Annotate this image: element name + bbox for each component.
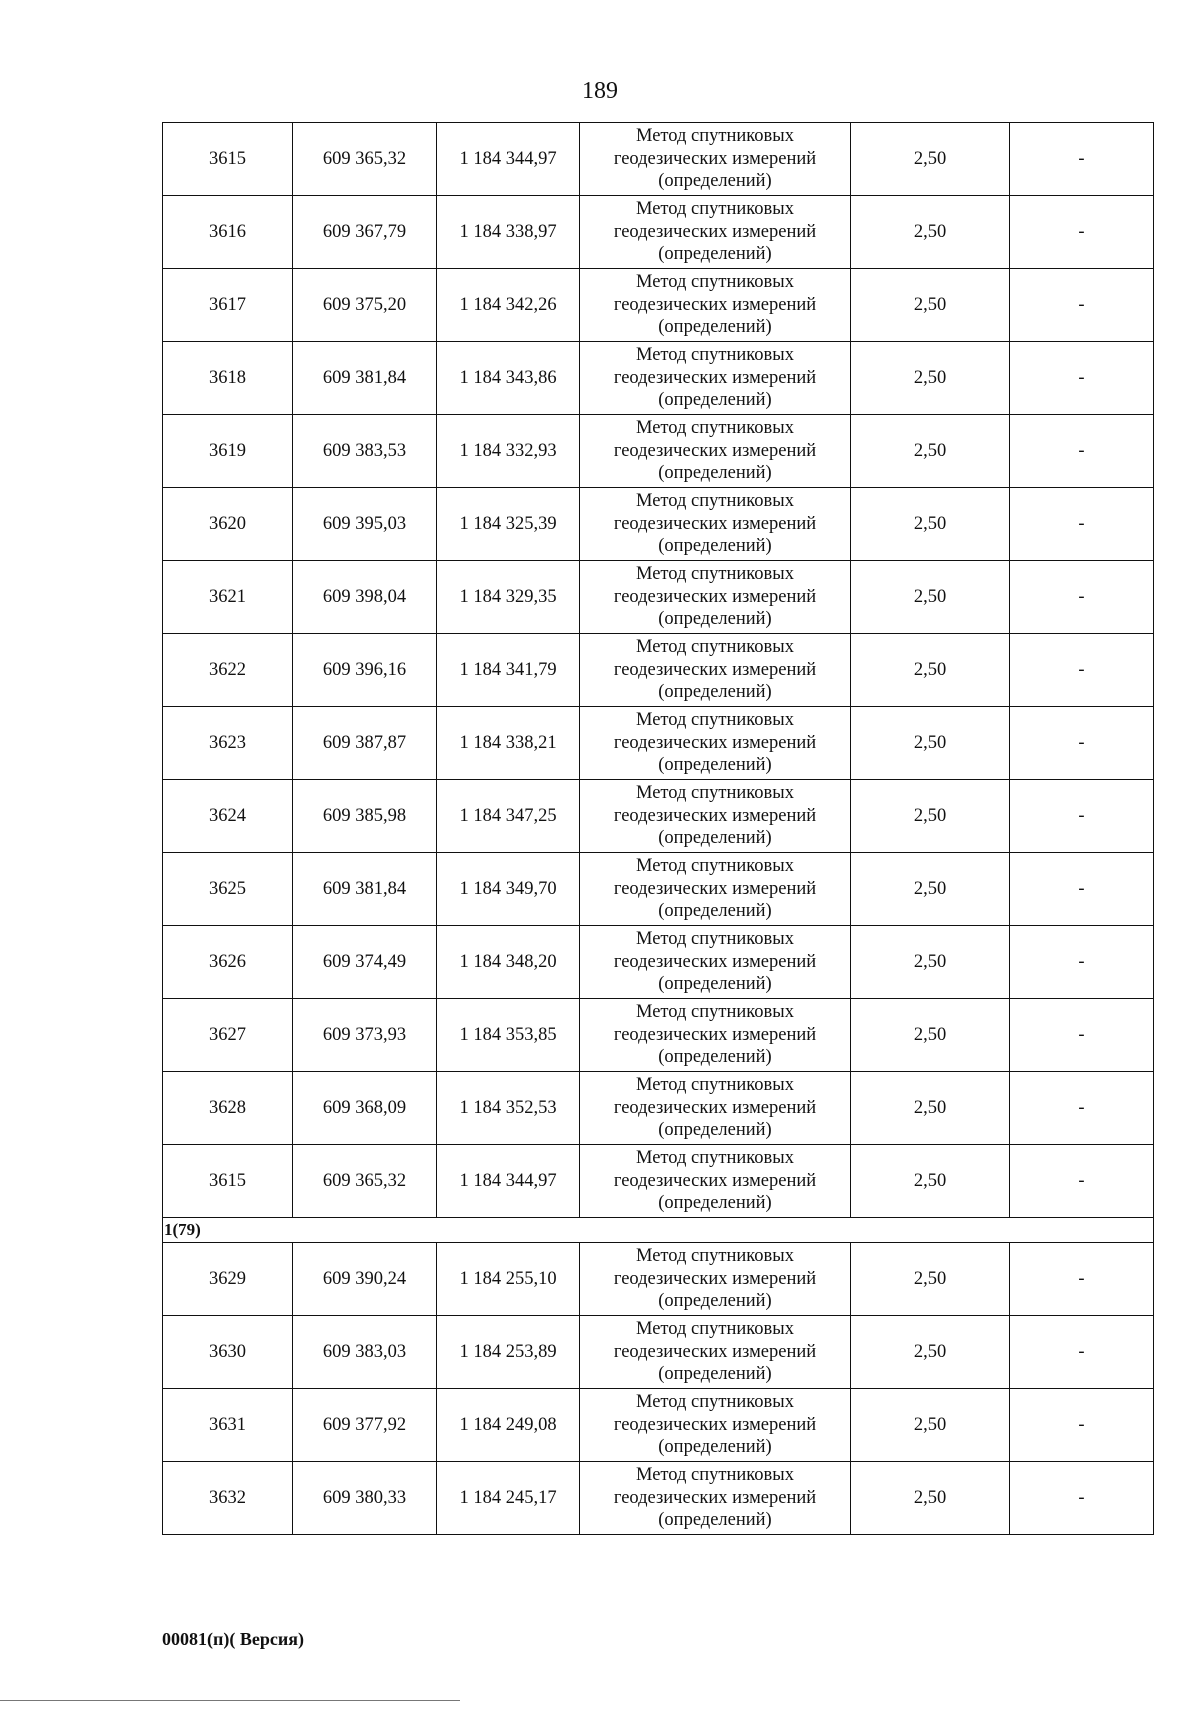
table-row <box>163 1389 1154 1462</box>
x-coordinate-cell: 609 390,24 <box>293 1243 437 1316</box>
method-line: (определений) <box>658 244 772 265</box>
method-cell <box>580 342 851 415</box>
method-line: геодезических измерений <box>613 1024 817 1045</box>
coordinates-table <box>162 122 1154 1535</box>
method-line: Метод спутниковых <box>636 345 794 366</box>
note-cell: - <box>1010 1145 1154 1218</box>
x-coordinate-cell: 609 396,16 <box>293 634 437 707</box>
accuracy-cell: 2,50 <box>851 123 1010 196</box>
point-number-cell: 3627 <box>163 999 293 1072</box>
method-line: (определений) <box>658 1437 772 1458</box>
note-cell: - <box>1010 1316 1154 1389</box>
y-coordinate-cell: 1 184 253,89 <box>437 1316 580 1389</box>
method-line: Метод спутниковых <box>636 1246 794 1267</box>
note-cell: - <box>1010 999 1154 1072</box>
page-number: 189 <box>582 78 618 104</box>
x-coordinate-cell: 609 383,53 <box>293 415 437 488</box>
method-line: (определений) <box>658 901 772 922</box>
point-number-cell: 3630 <box>163 1316 293 1389</box>
note-cell: - <box>1010 415 1154 488</box>
point-number-cell: 3621 <box>163 561 293 634</box>
method-line: Метод спутниковых <box>636 491 794 512</box>
point-number-cell: 3626 <box>163 926 293 999</box>
table-row <box>163 926 1154 999</box>
method-line: (определений) <box>658 1364 772 1385</box>
method-line: геодезических измерений <box>613 732 817 753</box>
method-line: (определений) <box>658 463 772 484</box>
coordinates-table-body <box>163 123 1154 1535</box>
method-line: Метод спутниковых <box>636 929 794 950</box>
note-cell: - <box>1010 853 1154 926</box>
section-row <box>163 1218 1154 1243</box>
x-coordinate-cell: 609 381,84 <box>293 853 437 926</box>
table-row <box>163 1145 1154 1218</box>
accuracy-cell: 2,50 <box>851 634 1010 707</box>
accuracy-cell: 2,50 <box>851 1072 1010 1145</box>
method-line: (определений) <box>658 390 772 411</box>
note-cell: - <box>1010 561 1154 634</box>
note-cell: - <box>1010 269 1154 342</box>
point-number-cell: 3619 <box>163 415 293 488</box>
method-line: (определений) <box>658 1510 772 1531</box>
method-line: Метод спутниковых <box>636 418 794 439</box>
method-line: геодезических измерений <box>613 1268 817 1289</box>
point-number-cell: 3618 <box>163 342 293 415</box>
y-coordinate-cell: 1 184 245,17 <box>437 1462 580 1535</box>
method-line: геодезических измерений <box>613 1414 817 1435</box>
method-line: (определений) <box>658 1047 772 1068</box>
x-coordinate-cell: 609 381,84 <box>293 342 437 415</box>
method-line: геодезических измерений <box>613 221 817 242</box>
method-line: Метод спутниковых <box>636 637 794 658</box>
x-coordinate-cell: 609 385,98 <box>293 780 437 853</box>
point-number-cell: 3625 <box>163 853 293 926</box>
x-coordinate-cell: 609 365,32 <box>293 123 437 196</box>
method-line: геодезических измерений <box>613 951 817 972</box>
method-line: геодезических измерений <box>613 1170 817 1191</box>
note-cell: - <box>1010 707 1154 780</box>
y-coordinate-cell: 1 184 348,20 <box>437 926 580 999</box>
y-coordinate-cell: 1 184 349,70 <box>437 853 580 926</box>
method-line: Метод спутниковых <box>636 1002 794 1023</box>
table-row <box>163 999 1154 1072</box>
method-line: геодезических измерений <box>613 1097 817 1118</box>
table-row <box>163 342 1154 415</box>
method-line: Метод спутниковых <box>636 199 794 220</box>
table-row <box>163 780 1154 853</box>
method-cell <box>580 123 851 196</box>
x-coordinate-cell: 609 398,04 <box>293 561 437 634</box>
x-coordinate-cell: 609 365,32 <box>293 1145 437 1218</box>
method-line: геодезических измерений <box>613 659 817 680</box>
method-line: (определений) <box>658 828 772 849</box>
y-coordinate-cell: 1 184 347,25 <box>437 780 580 853</box>
table-row <box>163 269 1154 342</box>
accuracy-cell: 2,50 <box>851 488 1010 561</box>
x-coordinate-cell: 609 373,93 <box>293 999 437 1072</box>
y-coordinate-cell: 1 184 344,97 <box>437 123 580 196</box>
point-number-cell: 3631 <box>163 1389 293 1462</box>
method-cell <box>580 926 851 999</box>
method-line: Метод спутниковых <box>636 564 794 585</box>
method-cell <box>580 488 851 561</box>
accuracy-cell: 2,50 <box>851 999 1010 1072</box>
y-coordinate-cell: 1 184 353,85 <box>437 999 580 1072</box>
bottom-rule <box>0 1700 460 1701</box>
note-cell: - <box>1010 196 1154 269</box>
accuracy-cell: 2,50 <box>851 926 1010 999</box>
note-cell: - <box>1010 1462 1154 1535</box>
method-line: Метод спутниковых <box>636 1075 794 1096</box>
y-coordinate-cell: 1 184 338,97 <box>437 196 580 269</box>
note-cell: - <box>1010 780 1154 853</box>
accuracy-cell: 2,50 <box>851 1145 1010 1218</box>
method-line: геодезических измерений <box>613 513 817 534</box>
method-line: (определений) <box>658 171 772 192</box>
method-line: геодезических измерений <box>613 878 817 899</box>
method-line: Метод спутниковых <box>636 783 794 804</box>
method-line: Метод спутниковых <box>636 272 794 293</box>
method-line: геодезических измерений <box>613 148 817 169</box>
point-number-cell: 3620 <box>163 488 293 561</box>
x-coordinate-cell: 609 368,09 <box>293 1072 437 1145</box>
method-cell <box>580 1462 851 1535</box>
method-line: геодезических измерений <box>613 805 817 826</box>
y-coordinate-cell: 1 184 344,97 <box>437 1145 580 1218</box>
y-coordinate-cell: 1 184 332,93 <box>437 415 580 488</box>
y-coordinate-cell: 1 184 352,53 <box>437 1072 580 1145</box>
method-line: (определений) <box>658 536 772 557</box>
note-cell: - <box>1010 634 1154 707</box>
point-number-cell: 3629 <box>163 1243 293 1316</box>
note-cell: - <box>1010 123 1154 196</box>
accuracy-cell: 2,50 <box>851 561 1010 634</box>
method-line: (определений) <box>658 974 772 995</box>
footer-code: 00081(п)( Версия) <box>162 1629 304 1649</box>
method-cell <box>580 780 851 853</box>
method-cell <box>580 1072 851 1145</box>
accuracy-cell: 2,50 <box>851 1389 1010 1462</box>
x-coordinate-cell: 609 387,87 <box>293 707 437 780</box>
method-cell <box>580 1145 851 1218</box>
y-coordinate-cell: 1 184 249,08 <box>437 1389 580 1462</box>
method-line: (определений) <box>658 755 772 776</box>
point-number-cell: 3615 <box>163 123 293 196</box>
accuracy-cell: 2,50 <box>851 269 1010 342</box>
point-number-cell: 3616 <box>163 196 293 269</box>
method-cell <box>580 1316 851 1389</box>
method-line: Метод спутниковых <box>636 856 794 877</box>
method-cell <box>580 634 851 707</box>
y-coordinate-cell: 1 184 329,35 <box>437 561 580 634</box>
method-line: геодезических измерений <box>613 367 817 388</box>
method-cell <box>580 415 851 488</box>
x-coordinate-cell: 609 395,03 <box>293 488 437 561</box>
method-line: (определений) <box>658 317 772 338</box>
y-coordinate-cell: 1 184 343,86 <box>437 342 580 415</box>
method-cell <box>580 1389 851 1462</box>
table-row <box>163 634 1154 707</box>
accuracy-cell: 2,50 <box>851 342 1010 415</box>
accuracy-cell: 2,50 <box>851 853 1010 926</box>
method-cell <box>580 1243 851 1316</box>
method-line: геодезических измерений <box>613 440 817 461</box>
method-line: (определений) <box>658 1291 772 1312</box>
method-cell <box>580 999 851 1072</box>
point-number-cell: 3628 <box>163 1072 293 1145</box>
method-line: (определений) <box>658 609 772 630</box>
x-coordinate-cell: 609 375,20 <box>293 269 437 342</box>
table-row <box>163 196 1154 269</box>
method-cell <box>580 196 851 269</box>
method-line: (определений) <box>658 1120 772 1141</box>
x-coordinate-cell: 609 377,92 <box>293 1389 437 1462</box>
table-row <box>163 1072 1154 1145</box>
table-row <box>163 415 1154 488</box>
method-line: Метод спутниковых <box>636 710 794 731</box>
point-number-cell: 3632 <box>163 1462 293 1535</box>
note-cell: - <box>1010 1243 1154 1316</box>
accuracy-cell: 2,50 <box>851 780 1010 853</box>
x-coordinate-cell: 609 383,03 <box>293 1316 437 1389</box>
accuracy-cell: 2,50 <box>851 196 1010 269</box>
accuracy-cell: 2,50 <box>851 1243 1010 1316</box>
y-coordinate-cell: 1 184 338,21 <box>437 707 580 780</box>
table-row <box>163 123 1154 196</box>
note-cell: - <box>1010 1072 1154 1145</box>
method-line: Метод спутниковых <box>636 1148 794 1169</box>
accuracy-cell: 2,50 <box>851 707 1010 780</box>
method-line: Метод спутниковых <box>636 1319 794 1340</box>
method-line: (определений) <box>658 682 772 703</box>
method-line: геодезических измерений <box>613 1341 817 1362</box>
table-row <box>163 488 1154 561</box>
accuracy-cell: 2,50 <box>851 415 1010 488</box>
point-number-cell: 3624 <box>163 780 293 853</box>
y-coordinate-cell: 1 184 325,39 <box>437 488 580 561</box>
method-line: геодезических измерений <box>613 1487 817 1508</box>
method-cell <box>580 269 851 342</box>
y-coordinate-cell: 1 184 341,79 <box>437 634 580 707</box>
note-cell: - <box>1010 342 1154 415</box>
table-row <box>163 1462 1154 1535</box>
method-line: Метод спутниковых <box>636 126 794 147</box>
x-coordinate-cell: 609 380,33 <box>293 1462 437 1535</box>
x-coordinate-cell: 609 374,49 <box>293 926 437 999</box>
method-cell <box>580 853 851 926</box>
point-number-cell: 3623 <box>163 707 293 780</box>
table-row <box>163 707 1154 780</box>
table-row <box>163 1316 1154 1389</box>
accuracy-cell: 2,50 <box>851 1316 1010 1389</box>
method-line: Метод спутниковых <box>636 1392 794 1413</box>
method-line: Метод спутниковых <box>636 1465 794 1486</box>
point-number-cell: 3622 <box>163 634 293 707</box>
table-row <box>163 1243 1154 1316</box>
note-cell: - <box>1010 926 1154 999</box>
note-cell: - <box>1010 1389 1154 1462</box>
accuracy-cell: 2,50 <box>851 1462 1010 1535</box>
section-label: 1(79) <box>163 1218 1154 1243</box>
method-cell <box>580 707 851 780</box>
method-cell <box>580 561 851 634</box>
table-row <box>163 561 1154 634</box>
point-number-cell: 3617 <box>163 269 293 342</box>
method-line: геодезических измерений <box>613 586 817 607</box>
y-coordinate-cell: 1 184 255,10 <box>437 1243 580 1316</box>
note-cell: - <box>1010 488 1154 561</box>
method-line: (определений) <box>658 1193 772 1214</box>
point-number-cell: 3615 <box>163 1145 293 1218</box>
method-line: геодезических измерений <box>613 294 817 315</box>
y-coordinate-cell: 1 184 342,26 <box>437 269 580 342</box>
x-coordinate-cell: 609 367,79 <box>293 196 437 269</box>
table-row <box>163 853 1154 926</box>
